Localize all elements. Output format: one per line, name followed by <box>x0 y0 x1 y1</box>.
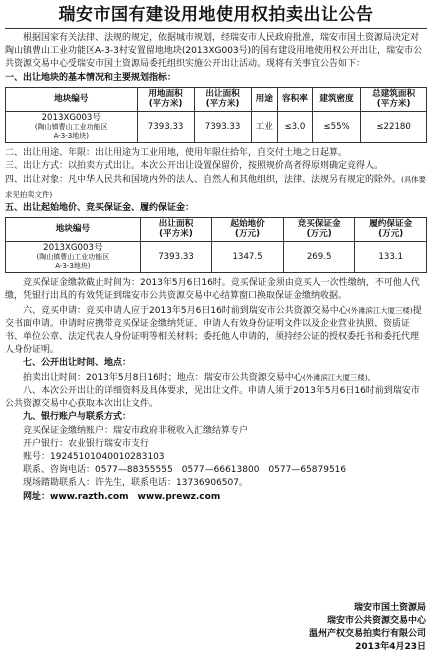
signature-block <box>309 602 426 654</box>
website-links[interactable]: 网址：www.razth.com www.prewz.com <box>23 491 221 502</box>
section8-paragraph: 八、本次公开出让的详细资料及具体要求，见出让文件。申请人须于2013年5月6日16时前到瑞安市公共资源交易中心获取本次出让文件。 <box>5 385 420 410</box>
section7-paragraph <box>5 371 427 385</box>
use-cell: 工业 <box>251 111 277 142</box>
col-use: 用途 <box>251 87 277 111</box>
deposit-paragraph: 竞买保证金缴款截止时间为：2013年5月6日16时。竞买保证金须由竞买人一次性缴纳，不可他人代缴，凭银行出具的有效凭证到瑞安市公共资源交易中心结算窗口换取保证金缴纳收据。 <box>5 278 420 302</box>
parcel-code-note: (陶山镇曹山工业功能区 A-3-3地块) <box>34 123 108 141</box>
section7-heading: 七、公开出让时间、地点： <box>23 358 132 369</box>
page-title: 瑞安市国有建设用地使用权拍卖出让公告 <box>58 5 374 25</box>
section6-text-c: 提交书面申请。申请时应携带竞买保证金缴纳凭证、申请人有效身份证明文件以及企业营业执照、资质证书、单位公章、法定代表人身份证明等相关材料；委托他人申请的，须持经公证的授权委托书和委托代理人身份证明。 <box>5 305 422 356</box>
section4-note: (具体要求见拍卖文件) <box>5 175 427 199</box>
col-far: 容积率 <box>277 87 312 111</box>
parcel-table <box>5 87 427 143</box>
section9-heading: 九、银行账户与联系方式： <box>23 412 132 423</box>
parcel-code: 2013XG003号 <box>41 112 101 123</box>
parcel-code-cell <box>6 241 141 272</box>
col-area: 出让面积 (平方米) <box>140 218 212 242</box>
site-contact: 现场踏勘联系人：许先生，联系电话：13736906507。 <box>23 478 248 489</box>
bid-deposit-cell: 269.5 <box>283 241 355 272</box>
section6-paragraph <box>5 304 427 358</box>
section6-address: (外滩滨江大厦三楼) <box>347 305 413 315</box>
col-bid-deposit: 竞买保证金 (万元) <box>283 218 355 242</box>
parcel-code-note: (陶山镇曹山工业功能区 A-3-3地块) <box>36 253 110 271</box>
signer-land-bureau: 瑞安市国土资源局 <box>353 603 426 613</box>
intro-paragraph: 根据国家有关法律、法规的规定，依据城市规划，经瑞安市人民政府批准，瑞安市国土资源局决定对陶山镇曹山工业功能区A-3-3村安置留地地块(2013XG003号)的国有建设用地使用权公开出让，瑞安市公共资源交易中心受瑞安市国土资源局委托组织实施公开出让活动。现将有关事宜公告如下： <box>5 33 423 70</box>
parcel-table-header <box>6 87 427 111</box>
col-land-area: 用地面积 (平方米) <box>137 87 194 111</box>
perf-deposit-cell: 133.1 <box>355 241 427 272</box>
col-perf-deposit: 履约保证金 (万元) <box>355 218 427 242</box>
title-rule <box>5 28 427 29</box>
sale-area-cell: 7393.33 <box>194 111 251 142</box>
section2-text: 二、出让用途、年限：出让用途为工业用地，使用年限住拾年，自交付土地之日起算。 <box>5 148 348 159</box>
far-cell: ≤3.0 <box>277 111 312 142</box>
start-price-cell: 1347.5 <box>212 241 284 272</box>
section7-text-a: 拍卖出让时间：2013年5月8日16时；地点：瑞安市公共资源交易中心 <box>23 372 303 383</box>
parcel-code: 2013XG003号 <box>43 242 103 253</box>
table-row <box>6 111 427 142</box>
density-cell: ≤55% <box>312 111 360 142</box>
contact-phones: 联系、咨询电话：0577—88355555 0577—66613800 0577—65879516 <box>23 465 347 476</box>
price-table-header <box>6 218 427 242</box>
col-start-price: 起始地价 (万元) <box>212 218 284 242</box>
section4-text: 四、出让对象：凡中华人民共和国境内外的法人、自然人和其他组织，法律、法规另有规定的除外。 <box>5 175 402 186</box>
section1-heading: 一、出让地块的基本情况和主要规划指标： <box>5 72 177 83</box>
col-sale-area: 出让面积 (平方米) <box>194 87 251 111</box>
account-name: 竞买保证金缴纳账户：瑞安市政府非税收入汇缴结算专户 <box>23 425 249 436</box>
col-code: 地块编号 <box>6 218 141 242</box>
price-table <box>5 217 427 273</box>
area-cell: 7393.33 <box>140 241 212 272</box>
account-number: 账号：19245101040010283103 <box>23 451 165 462</box>
col-code: 地块编号 <box>6 87 138 111</box>
section5-heading: 五、出让起始地价、竞买保证金、履约保证金： <box>5 202 195 213</box>
section6-text-a: 六、竞买申请：竞买申请人应于2013年5月6日16时前到瑞安市公共资源交易中心 <box>23 305 348 316</box>
announcement-date: 2013年4月23日 <box>355 642 426 652</box>
land-area-cell: 7393.33 <box>137 111 194 142</box>
section7-address: (外滩滨江大厦三楼)。 <box>302 372 376 382</box>
total-area-cell: ≤22180 <box>361 111 427 142</box>
col-density: 建筑密度 <box>312 87 360 111</box>
bank-name: 开户银行：农业银行瑞安市支行 <box>23 438 150 449</box>
parcel-code-cell <box>6 111 138 142</box>
signer-resource-center: 瑞安市公共资源交易中心 <box>326 616 426 626</box>
section3-text: 三、出让方式：以拍卖方式出让。本次公开出让设置保留价，按照规价高者得原则确定竞得人。 <box>5 161 384 172</box>
table-row <box>6 241 427 272</box>
section4-paragraph <box>5 173 427 201</box>
signer-auction-company: 温州产权交易拍卖行有限公司 <box>308 629 426 639</box>
col-total-area: 总建筑面积 (平方米) <box>361 87 427 111</box>
